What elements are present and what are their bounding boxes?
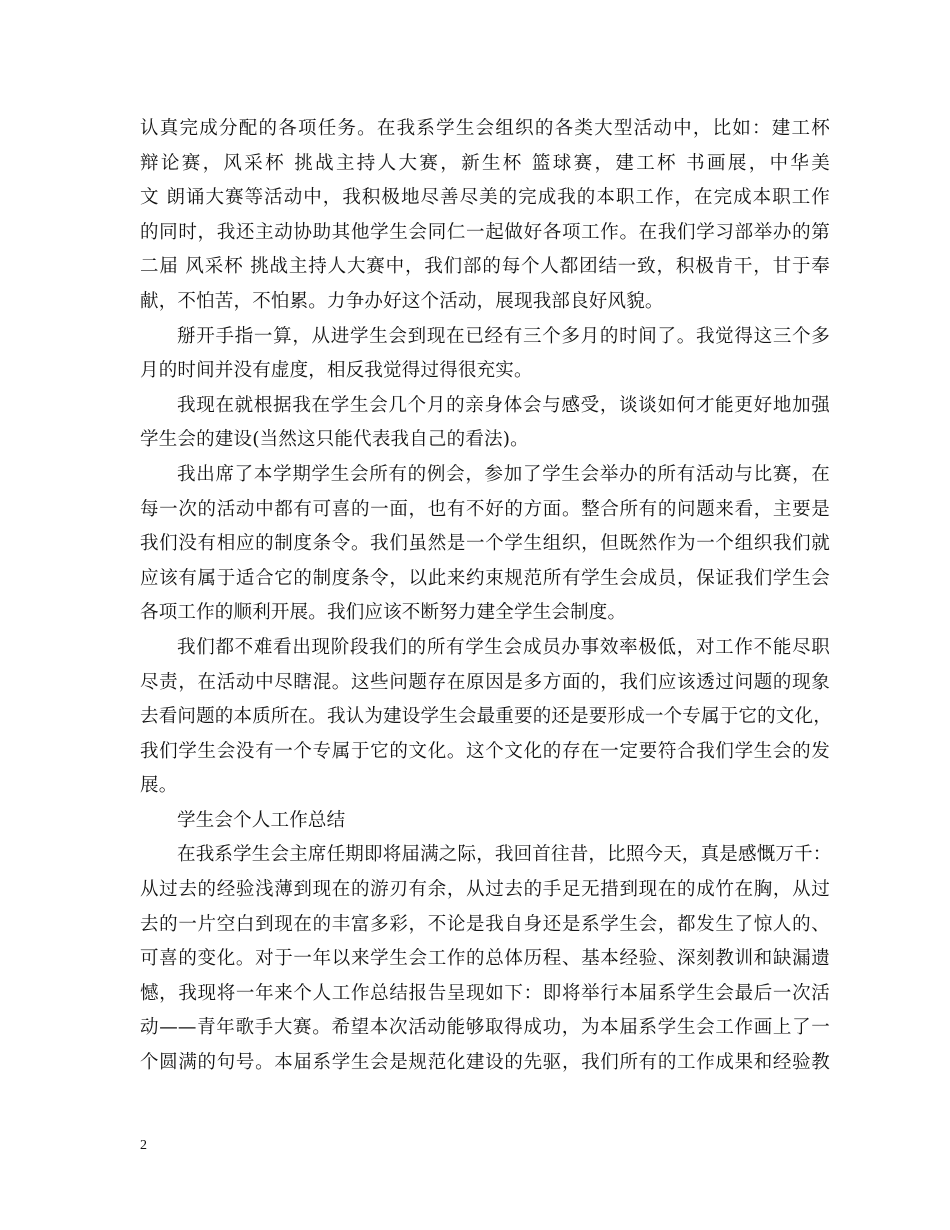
text-line: 我现在就根据我在学生会几个月的亲身体会与感受，谈谈如何才能更好地加强 (177, 394, 830, 416)
text-line: 认真完成分配的各项任务。在我系学生会组织的各类大型活动中，比如：建工杯 (140, 118, 830, 139)
text-line: 动——青年歌手大赛。希望本次活动能够取得成功，为本届系学生会工作画上了一 (140, 1017, 830, 1039)
text-line: 掰开手指一算，从进学生会到现在已经有三个多月的时间了。我觉得这三个多 (177, 325, 830, 347)
document-body (140, 112, 830, 1081)
text-line: 去的一片空白到现在的丰富多彩，不论是我自身还是系学生会，都发生了惊人的、 (140, 913, 830, 935)
text-line: 在我系学生会主席任期即将届满之际，我回首往昔，比照今天，真是感慨万千： (177, 844, 832, 866)
text-line: 应该有属于适合它的制度条令，以此来约束规范所有学生会成员，保证我们学生会 (140, 567, 830, 589)
page-number: 2 (140, 1138, 147, 1153)
text-line: 文 朗诵大赛等活动中，我积极地尽善尽美的完成我的本职工作，在完成本职工作 (140, 187, 830, 209)
text-line: 我们学生会没有一个专属于它的文化。这个文化的存在一定要符合我们学生会的发 (140, 740, 830, 762)
text-line: 每一次的活动中都有可喜的一面，也有不好的方面。整合所有的问题来看，主要是 (140, 498, 830, 520)
text-line: 从过去的经验浅薄到现在的游刃有余，从过去的手足无措到现在的成竹在胸，从过 (140, 879, 830, 901)
text-line: 献，不怕苦，不怕累。力争办好这个活动，展现我部良好风貌。 (140, 290, 664, 312)
text-line: 憾，我现将一年来个人工作总结报告呈现如下：即将举行本届系学生会最后一次活 (140, 982, 830, 1004)
text-line: 可喜的变化。对于一年以来学生会工作的总体历程、基本经验、深刻教训和缺漏遗 (140, 948, 830, 970)
text-line: 尽责，在活动中尽瞎混。这些问题存在原因是多方面的，我们应该透过问题的现象 (140, 671, 830, 693)
text-line: 展。 (140, 775, 178, 797)
text-line: 各项工作的顺利开展。我们应该不断努力建全学生会制度。 (140, 602, 627, 624)
text-line: 我们都不难看出现阶段我们的所有学生会成员办事效率极低，对工作不能尽职 (177, 636, 830, 658)
text-line: 辩论赛，风采杯 挑战主持人大赛，新生杯 篮球赛，建工杯 书画展，中华美 (140, 152, 830, 174)
text-line: 个圆满的句号。本届系学生会是规范化建设的先驱，我们所有的工作成果和经验教 (140, 1052, 830, 1074)
text-line: 二届 风采杯 挑战主持人大赛中，我们部的每个人都团结一致，积极肯干，甘于奉 (140, 256, 830, 278)
text-line: 月的时间并没有虚度，相反我觉得过得很充实。 (140, 360, 533, 382)
text-line: 去看问题的本质所在。我认为建设学生会最重要的还是要形成一个专属于它的文化， (140, 706, 832, 728)
text-line: 学生会个人工作总结 (177, 809, 346, 831)
text-line: 我出席了本学期学生会所有的例会，参加了学生会举办的所有活动与比赛，在 (177, 463, 830, 485)
text-line: 学生会的建设(当然这只能代表我自己的看法)。 (140, 429, 529, 451)
text-line: 我们没有相应的制度条令。我们虽然是一个学生组织，但既然作为一个组织我们就 (140, 533, 830, 555)
text-line: 的同时，我还主动协助其他学生会同仁一起做好各项工作。在我们学习部举办的第 (140, 221, 830, 243)
